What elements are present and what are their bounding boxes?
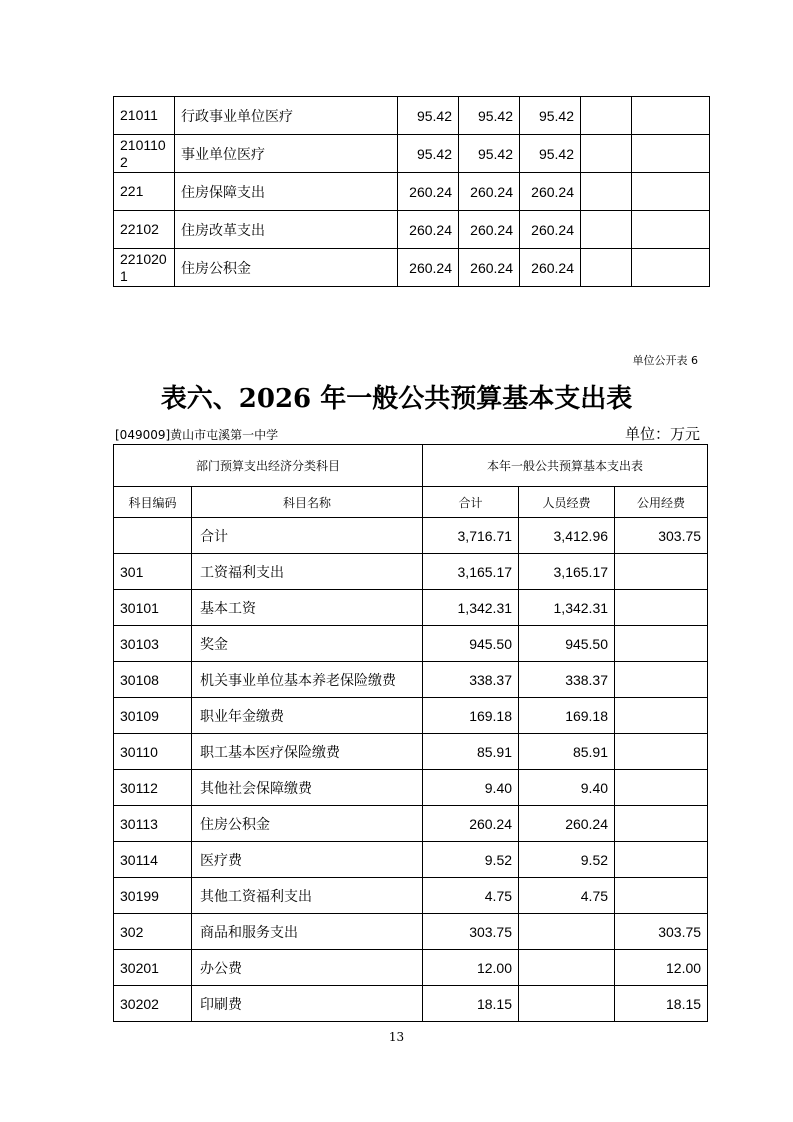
col-header-code: 科目编码 [114,487,192,518]
row-value [632,249,710,287]
row-public [615,806,708,842]
row-value [581,97,632,135]
page-number: 13 [388,1030,405,1044]
row-public: 12.00 [615,950,708,986]
row-public [615,590,708,626]
row-name: 机关事业单位基本养老保险缴费 [192,662,423,698]
row-name: 印刷费 [192,986,423,1022]
row-value: 95.42 [459,135,520,173]
row-personnel: 169.18 [519,698,615,734]
row-code: 30108 [114,662,192,698]
table-row [114,914,708,950]
row-total: 9.40 [423,770,519,806]
row-public [615,842,708,878]
row-code: 210110 2 [114,135,175,173]
row-personnel: 945.50 [519,626,615,662]
row-total: 338.37 [423,662,519,698]
row-personnel [519,914,615,950]
row-total: 945.50 [423,626,519,662]
row-value: 260.24 [459,173,520,211]
row-value: 260.24 [520,211,581,249]
table-row [114,842,708,878]
row-value: 260.24 [398,249,459,287]
row-name: 住房保障支出 [175,173,398,211]
row-code: 30110 [114,734,192,770]
row-name: 合计 [192,518,423,554]
row-value: 260.24 [520,173,581,211]
row-name: 住房公积金 [192,806,423,842]
table-row [114,97,710,135]
row-name: 商品和服务支出 [192,914,423,950]
row-value: 260.24 [459,249,520,287]
row-value [632,97,710,135]
row-personnel: 3,165.17 [519,554,615,590]
row-public: 303.75 [615,914,708,950]
row-public: 303.75 [615,518,708,554]
row-code: 30109 [114,698,192,734]
table-row [114,135,710,173]
row-code [114,518,192,554]
row-value: 95.42 [398,97,459,135]
table-row [114,662,708,698]
row-value: 95.42 [398,135,459,173]
page-title: 表六、2026 年一般公共预算基本支出表 [160,384,633,414]
row-value [581,173,632,211]
table-row [114,518,708,554]
table-row [114,878,708,914]
row-total: 4.75 [423,878,519,914]
row-value: 260.24 [459,211,520,249]
row-name: 工资福利支出 [192,554,423,590]
table-row [114,806,708,842]
row-personnel: 4.75 [519,878,615,914]
row-code: 221 [114,173,175,211]
row-code: 301 [114,554,192,590]
row-code: 30101 [114,590,192,626]
row-public [615,734,708,770]
row-name: 基本工资 [192,590,423,626]
row-code: 30113 [114,806,192,842]
row-name: 职工基本医疗保险缴费 [192,734,423,770]
row-total: 3,165.17 [423,554,519,590]
row-public: 18.15 [615,986,708,1022]
row-public [615,554,708,590]
row-total: 1,342.31 [423,590,519,626]
row-value: 260.24 [398,211,459,249]
row-name: 医疗费 [192,842,423,878]
row-code: 22102 [114,211,175,249]
row-total: 9.52 [423,842,519,878]
row-personnel: 1,342.31 [519,590,615,626]
row-name: 住房改革支出 [175,211,398,249]
row-value [632,135,710,173]
row-code: 221020 1 [114,249,175,287]
row-value [581,211,632,249]
row-total: 3,716.71 [423,518,519,554]
row-name: 住房公积金 [175,249,398,287]
header-group-left: 部门预算支出经济分类科目 [114,445,423,487]
row-personnel [519,986,615,1022]
row-value: 260.24 [398,173,459,211]
row-public [615,626,708,662]
header-group-right: 本年一般公共预算基本支出表 [423,445,708,487]
row-total: 85.91 [423,734,519,770]
col-header-personnel: 人员经费 [519,487,615,518]
row-code: 30103 [114,626,192,662]
row-value [632,211,710,249]
table-row [114,554,708,590]
row-total: 303.75 [423,914,519,950]
row-code: 302 [114,914,192,950]
row-value [581,135,632,173]
row-public [615,662,708,698]
table-row [114,698,708,734]
table-row [114,211,710,249]
table-row [114,986,708,1022]
row-personnel [519,950,615,986]
row-total: 169.18 [423,698,519,734]
main-table [113,444,708,1022]
row-value: 95.42 [520,135,581,173]
row-personnel: 3,412.96 [519,518,615,554]
table-row [114,590,708,626]
row-code: 30201 [114,950,192,986]
row-code: 30199 [114,878,192,914]
row-name: 事业单位医疗 [175,135,398,173]
organization-label: [049009]黄山市屯溪第一中学 [115,428,279,442]
row-name: 其他工资福利支出 [192,878,423,914]
row-name: 办公费 [192,950,423,986]
row-code: 30202 [114,986,192,1022]
row-name: 其他社会保障缴费 [192,770,423,806]
row-personnel: 260.24 [519,806,615,842]
row-personnel: 9.52 [519,842,615,878]
col-header-public: 公用经费 [615,487,708,518]
unit-label: 单位：万元 [624,425,700,443]
row-value [581,249,632,287]
row-personnel: 338.37 [519,662,615,698]
row-total: 18.15 [423,986,519,1022]
row-value: 260.24 [520,249,581,287]
row-total: 12.00 [423,950,519,986]
row-public [615,698,708,734]
row-public [615,878,708,914]
table-row [114,950,708,986]
table-row [114,770,708,806]
col-header-total: 合计 [423,487,519,518]
table-row [114,626,708,662]
row-total: 260.24 [423,806,519,842]
row-personnel: 9.40 [519,770,615,806]
row-code: 30112 [114,770,192,806]
row-name: 职业年金缴费 [192,698,423,734]
top-table [113,96,710,287]
row-public [615,770,708,806]
row-code: 30114 [114,842,192,878]
table-label: 单位公开表 6 [632,354,698,367]
row-name: 奖金 [192,626,423,662]
table-row [114,249,710,287]
col-header-name: 科目名称 [192,487,423,518]
table-row [114,734,708,770]
row-code: 21011 [114,97,175,135]
row-name: 行政事业单位医疗 [175,97,398,135]
row-value [632,173,710,211]
row-value: 95.42 [459,97,520,135]
row-value: 95.42 [520,97,581,135]
table-row [114,173,710,211]
row-personnel: 85.91 [519,734,615,770]
